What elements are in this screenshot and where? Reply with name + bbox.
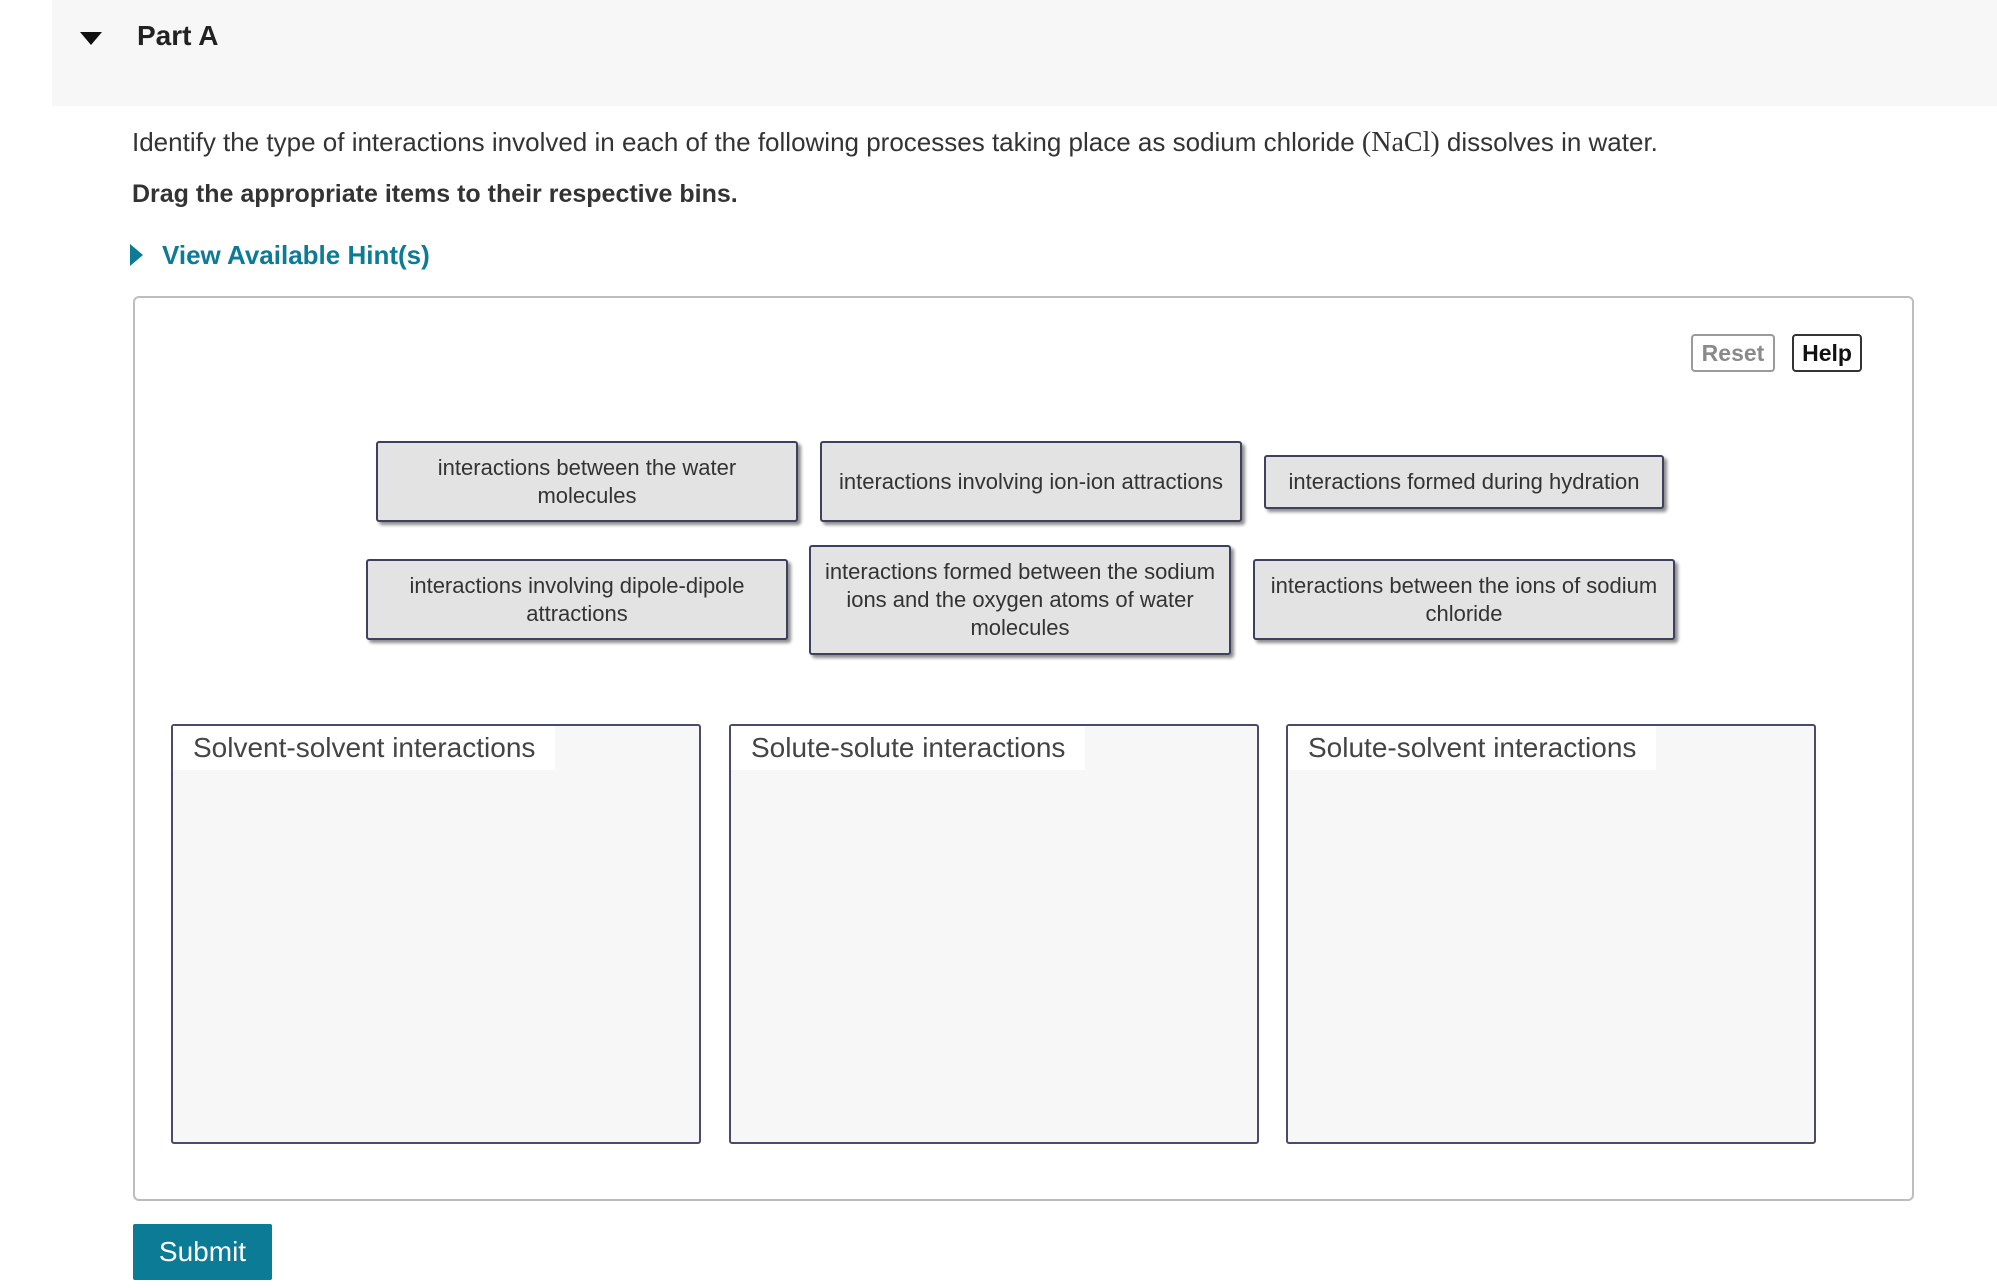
- view-hints-link[interactable]: View Available Hint(s): [162, 239, 430, 270]
- bin-title: Solvent-solvent interactions: [173, 726, 555, 770]
- reset-button[interactable]: Reset: [1691, 334, 1775, 372]
- bin-solute-solvent[interactable]: [1286, 724, 1816, 1144]
- part-title: Part A: [137, 20, 219, 51]
- draggable-item[interactable]: interactions between the water molecules: [376, 441, 798, 522]
- help-button[interactable]: Help: [1792, 334, 1862, 372]
- bin-solvent-solvent[interactable]: [171, 724, 701, 1144]
- draggable-item[interactable]: interactions involving ion-ion attractions: [820, 441, 1242, 522]
- formula: (NaCl): [1361, 127, 1440, 158]
- draggable-item[interactable]: interactions formed between the sodium ions and the oxygen atoms of water molecules: [809, 545, 1231, 655]
- caret-down-icon[interactable]: [80, 32, 102, 46]
- instruction-text: Drag the appropriate items to their respective bins.: [132, 180, 738, 208]
- question-text: Identify the type of interactions involved in each of the following processes taking place as sodium chloride (NaCl) dissolves in water.: [132, 127, 1658, 158]
- bin-title: Solute-solvent interactions: [1288, 726, 1656, 770]
- part-header[interactable]: [52, 0, 1997, 106]
- bin-solute-solute[interactable]: [729, 724, 1259, 1144]
- view-hints-toggle[interactable]: [130, 237, 430, 273]
- caret-right-icon: [130, 244, 143, 266]
- draggable-item[interactable]: interactions between the ions of sodium chloride: [1253, 559, 1675, 640]
- submit-button[interactable]: Submit: [133, 1224, 272, 1280]
- bin-title: Solute-solute interactions: [731, 726, 1085, 770]
- draggable-item[interactable]: interactions formed during hydration: [1264, 455, 1664, 509]
- draggable-item[interactable]: interactions involving dipole-dipole attractions: [366, 559, 788, 640]
